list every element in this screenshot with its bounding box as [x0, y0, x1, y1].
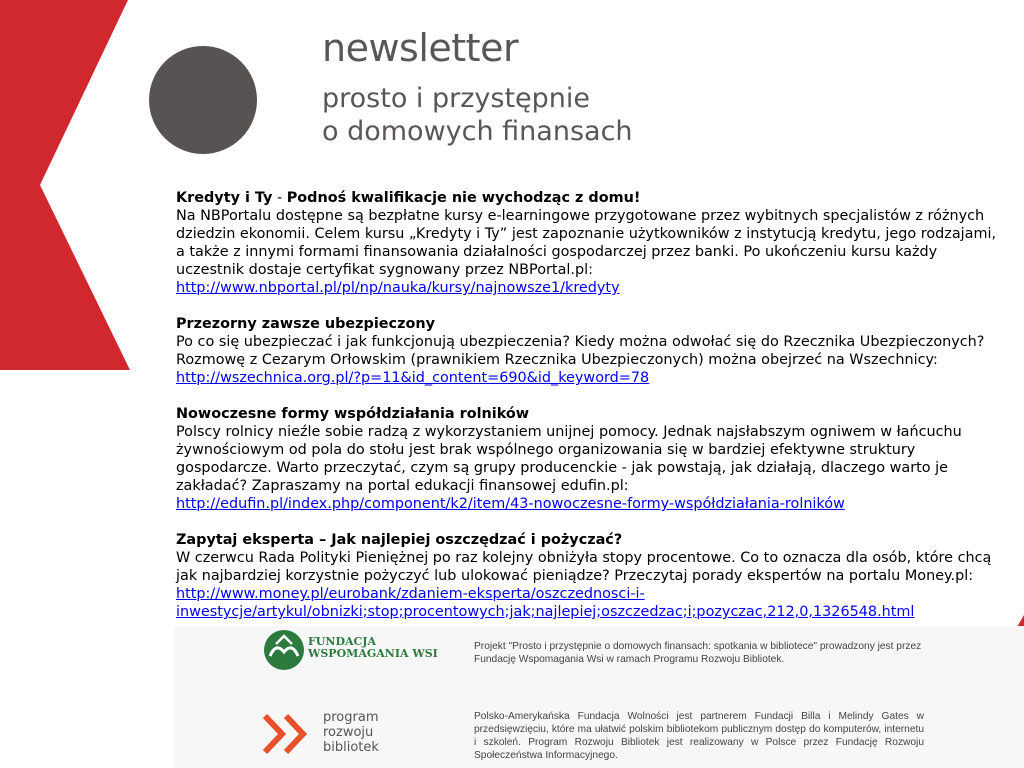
article-title: Nowoczesne formy współdziałania rolników — [176, 406, 530, 422]
article-rolnicy — [176, 405, 1006, 513]
prb-line-1: program — [323, 710, 379, 725]
project-note: Projekt "Prosto i przystępnie o domowych finansach: spotkania w bibliotece" prowadzony jest przez Fundację Wspomagania Wsi w ramach Programu Rozwoju Bibliotek. — [474, 641, 922, 665]
subtitle-line-2: o domowych finansach — [322, 116, 633, 147]
article-link[interactable]: http://www.nbportal.pl/pl/np/nauka/kursy/najnowsze1/kredyty — [176, 280, 620, 296]
prb-logo-text — [323, 710, 379, 755]
newsletter-title: newsletter — [322, 26, 519, 70]
prb-chevrons-icon — [262, 713, 314, 755]
article-kredyty — [176, 189, 1006, 297]
fwwsi-logo-icon — [262, 628, 310, 672]
prb-line-3: bibliotek — [323, 740, 379, 755]
article-link[interactable]: http://www.money.pl/eurobank/zdaniem-eksperta/oszczednosci-i-inwestycje/artykul/obnizki;stop;procentowych;jak;najlepiej;oszczedzac;i;pozyczac,212,0,1326548.html — [176, 586, 915, 620]
fwwsi-line-1: FUNDACJA — [308, 635, 377, 648]
article-body: Po co się ubezpieczać i jak funkcjonują ubezpieczenia? Kiedy można odwołać się do Rzecznika Ubezpieczonych? Rozmowę z Cezarym Orłowskim (prawnikiem Rzecznika Ubezpieczonych) można obejrzeć na Wszechnicy: — [176, 334, 985, 368]
article-title-part2: Podnoś kwalifikacje nie wychodząc z domu! — [286, 190, 641, 206]
gray-circle-logo — [149, 46, 257, 154]
article-body: W czerwcu Rada Polityki Pieniężnej po raz kolejny obniżyła stopy procentowe. Co to oznacza dla osób, które chcą jak najbardziej korzystnie pożyczyć lub ulokować pieniądze? Przeczytaj porady ekspertów na portalu Money.pl: — [176, 550, 992, 584]
article-ubezpieczony — [176, 315, 1006, 387]
subtitle-line-1: prosto i przystępnie — [322, 83, 591, 114]
fwwsi-line-2: WSPOMAGANIA WSI — [308, 647, 438, 660]
fwwsi-logo-text — [308, 636, 438, 660]
article-title-separator: - — [272, 190, 287, 206]
newsletter-content — [176, 189, 1006, 639]
article-title-part1: Kredyty i Ty — [176, 190, 273, 206]
article-link[interactable]: http://wszechnica.org.pl/?p=11&id_content=690&id_keyword=78 — [176, 370, 650, 386]
article-body: Polscy rolnicy nieźle sobie radzą z wykorzystaniem unijnej pomocy. Jednak najsłabszym ogniwem w łańcuchu żywnościowym od pola do stołu jest brak wspólnego organizowania się w bardziej efektywne struktury gospodarcze. Warto przeczytać, czym są grupy producenckie - jak powstają, jak działają, dlaczego warto je zakładać? Zapraszamy na portal edukacji finansowej edufin.pl: — [176, 424, 962, 494]
article-body: Na NBPortalu dostępne są bezpłatne kursy e-learningowe przygotowane przez wybitnych specjalistów z różnych dziedzin ekonomii. Celem kursu „Kredyty i Ty” jest zapoznanie użytkowników z instytucją kredytu, jego rodzajami, a także z innymi formami finansowania działalności gospodarczej przez banki. Po ukończeniu kursu każdy uczestnik dostaje certyfikat sygnowany przez NBPortal.pl: — [176, 208, 997, 278]
article-ekspert — [176, 531, 1006, 621]
article-link[interactable]: http://edufin.pl/index.php/component/k2/item/43-nowoczesne-formy-współdziałania-rolników — [176, 496, 845, 512]
article-title: Przezorny zawsze ubezpieczony — [176, 316, 435, 332]
prb-line-2: rozwoju — [323, 725, 374, 740]
pafw-note: Polsko-Amerykańska Fundacja Wolności jest partnerem Fundacji Billa i Melindy Gates w przedsięwzięciu, które ma ułatwić polskim bibliotekom publicznym dostęp do komputerów, internetu i szkoleń. Program Rozwoju Bibliotek jest realizowany w Polsce przez Fundację Rozwoju Społeczeństwa Informacyjnego. — [474, 711, 924, 761]
article-title: Zapytaj eksperta – Jak najlepiej oszczędzać i pożyczać? — [176, 532, 623, 548]
newsletter-subtitle — [322, 82, 633, 148]
